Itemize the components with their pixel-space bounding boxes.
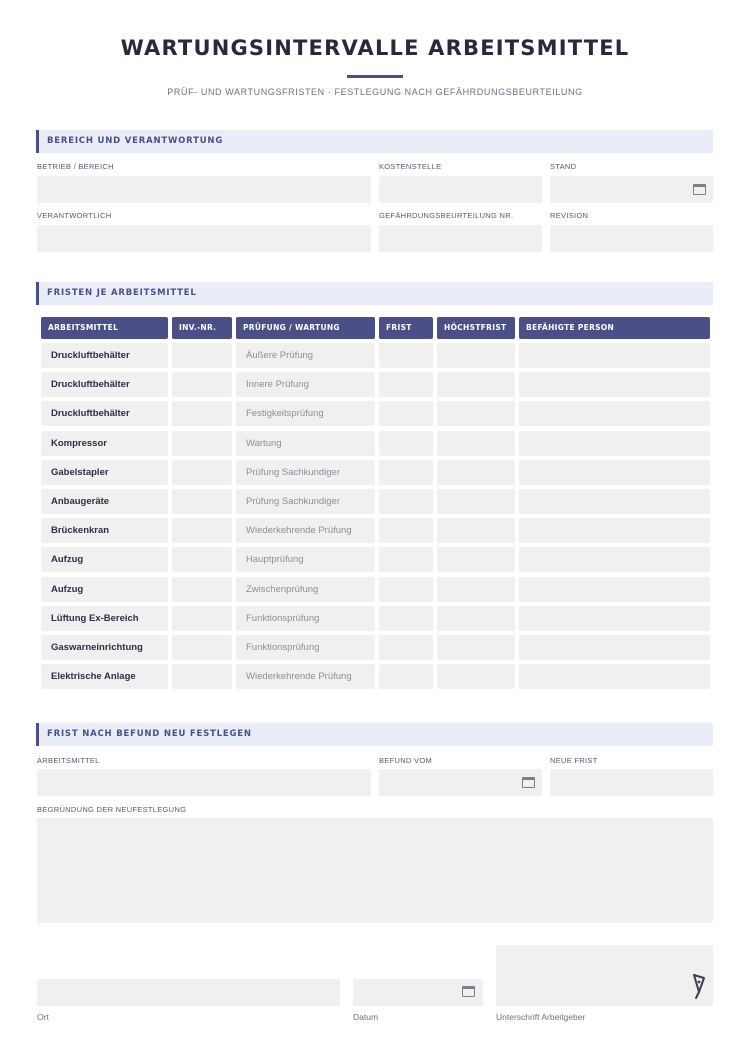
cell-befaehigte-person[interactable]	[519, 431, 710, 456]
cell-hoechstfrist[interactable]	[437, 577, 515, 602]
cell-arbeitsmittel: Aufzug	[41, 577, 168, 602]
cell-inv-nr[interactable]	[172, 635, 232, 660]
title-divider	[347, 75, 403, 78]
stand-date-field[interactable]	[550, 176, 713, 203]
label-datum: Datum	[353, 1012, 379, 1022]
cell-pruefung: Prüfung Sachkundiger	[236, 460, 375, 485]
cell-frist[interactable]	[379, 635, 433, 660]
label-ort: Ort	[37, 1012, 49, 1022]
cell-befaehigte-person[interactable]	[519, 518, 710, 543]
cell-frist[interactable]	[379, 401, 433, 426]
cell-pruefung: Hauptprüfung	[236, 547, 375, 572]
section-heading-befund: FRIST NACH BEFUND NEU FESTLEGEN	[36, 723, 713, 746]
cell-inv-nr[interactable]	[172, 489, 232, 514]
arbeitsmittel-field[interactable]	[37, 769, 371, 796]
cell-inv-nr[interactable]	[172, 460, 232, 485]
cell-pruefung: Prüfung Sachkundiger	[236, 489, 375, 514]
cell-inv-nr[interactable]	[172, 518, 232, 543]
cell-frist[interactable]	[379, 372, 433, 397]
befund-vom-date-field[interactable]	[379, 769, 542, 796]
cell-befaehigte-person[interactable]	[519, 547, 710, 572]
column-header-frist: FRIST	[379, 317, 433, 339]
cell-arbeitsmittel: Gaswarneinrichtung	[41, 635, 168, 660]
cell-arbeitsmittel: Aufzug	[41, 547, 168, 572]
cell-pruefung: Zwischenprüfung	[236, 577, 375, 602]
cell-befaehigte-person[interactable]	[519, 635, 710, 660]
calendar-icon[interactable]	[462, 986, 475, 997]
signature-pen-icon	[691, 972, 707, 1000]
label-arbeitsmittel: ARBEITSMITTEL	[37, 756, 100, 765]
label-neue-frist: NEUE FRIST	[550, 756, 598, 765]
cell-arbeitsmittel: Druckluftbehälter	[41, 401, 168, 426]
cell-inv-nr[interactable]	[172, 431, 232, 456]
label-betrieb: BETRIEB / BEREICH	[37, 162, 114, 171]
kostenstelle-field[interactable]	[379, 176, 542, 203]
cell-hoechstfrist[interactable]	[437, 460, 515, 485]
cell-hoechstfrist[interactable]	[437, 372, 515, 397]
cell-inv-nr[interactable]	[172, 577, 232, 602]
page-subtitle: PRÜF- UND WARTUNGSFRISTEN · FESTLEGUNG NACH GEFÄHRDUNGSBEURTEILUNG	[167, 87, 583, 97]
cell-befaehigte-person[interactable]	[519, 489, 710, 514]
cell-frist[interactable]	[379, 606, 433, 631]
cell-inv-nr[interactable]	[172, 547, 232, 572]
cell-hoechstfrist[interactable]	[437, 431, 515, 456]
cell-pruefung: Funktionsprüfung	[236, 606, 375, 631]
betrieb-field[interactable]	[37, 176, 371, 203]
cell-pruefung: Festigkeitsprüfung	[236, 401, 375, 426]
page-title: WARTUNGSINTERVALLE ARBEITSMITTEL	[120, 36, 630, 60]
cell-befaehigte-person[interactable]	[519, 460, 710, 485]
cell-hoechstfrist[interactable]	[437, 635, 515, 660]
cell-frist[interactable]	[379, 518, 433, 543]
label-unterschrift: Unterschrift Arbeitgeber	[496, 1012, 586, 1022]
cell-befaehigte-person[interactable]	[519, 664, 710, 689]
cell-hoechstfrist[interactable]	[437, 547, 515, 572]
cell-frist[interactable]	[379, 577, 433, 602]
cell-frist[interactable]	[379, 431, 433, 456]
cell-befaehigte-person[interactable]	[519, 372, 710, 397]
column-header-befaehigte-person: BEFÄHIGTE PERSON	[519, 317, 710, 339]
cell-frist[interactable]	[379, 664, 433, 689]
calendar-icon[interactable]	[522, 777, 535, 788]
label-gbu-nr: GEFÄHRDUNGSBEURTEILUNG NR.	[379, 211, 514, 220]
cell-frist[interactable]	[379, 460, 433, 485]
label-verantwortlich: VERANTWORTLICH	[37, 211, 112, 220]
cell-befaehigte-person[interactable]	[519, 343, 710, 368]
cell-pruefung: Wiederkehrende Prüfung	[236, 518, 375, 543]
neue-frist-field[interactable]	[550, 769, 713, 796]
cell-arbeitsmittel: Kompressor	[41, 431, 168, 456]
label-begruendung: BEGRÜNDUNG DER NEUFESTLEGUNG	[37, 805, 187, 814]
cell-hoechstfrist[interactable]	[437, 606, 515, 631]
verantwortlich-field[interactable]	[37, 225, 371, 252]
cell-pruefung: Wartung	[236, 431, 375, 456]
label-revision: REVISION	[550, 211, 589, 220]
cell-inv-nr[interactable]	[172, 372, 232, 397]
ort-field[interactable]	[37, 979, 340, 1006]
cell-arbeitsmittel: Brückenkran	[41, 518, 168, 543]
cell-hoechstfrist[interactable]	[437, 664, 515, 689]
begruendung-textarea[interactable]	[37, 818, 713, 923]
column-header-inv-nr: INV.-NR.	[172, 317, 232, 339]
cell-inv-nr[interactable]	[172, 343, 232, 368]
cell-frist[interactable]	[379, 489, 433, 514]
column-header-arbeitsmittel: ARBEITSMITTEL	[41, 317, 168, 339]
cell-pruefung: Äußere Prüfung	[236, 343, 375, 368]
label-stand: STAND	[550, 162, 577, 171]
cell-pruefung: Innere Prüfung	[236, 372, 375, 397]
revision-field[interactable]	[550, 225, 713, 252]
cell-arbeitsmittel: Anbaugeräte	[41, 489, 168, 514]
cell-hoechstfrist[interactable]	[437, 518, 515, 543]
signature-field[interactable]	[496, 945, 713, 1006]
cell-inv-nr[interactable]	[172, 664, 232, 689]
cell-inv-nr[interactable]	[172, 401, 232, 426]
cell-befaehigte-person[interactable]	[519, 401, 710, 426]
cell-arbeitsmittel: Elektrische Anlage	[41, 664, 168, 689]
cell-hoechstfrist[interactable]	[437, 401, 515, 426]
cell-arbeitsmittel: Druckluftbehälter	[41, 343, 168, 368]
cell-frist[interactable]	[379, 343, 433, 368]
cell-arbeitsmittel: Druckluftbehälter	[41, 372, 168, 397]
calendar-icon[interactable]	[693, 184, 706, 195]
cell-frist[interactable]	[379, 547, 433, 572]
section-heading-bereich: BEREICH UND VERANTWORTUNG	[36, 130, 713, 153]
section-heading-fristen: FRISTEN JE ARBEITSMITTEL	[36, 282, 713, 305]
cell-befaehigte-person[interactable]	[519, 606, 710, 631]
cell-pruefung: Wiederkehrende Prüfung	[236, 664, 375, 689]
cell-hoechstfrist[interactable]	[437, 343, 515, 368]
column-header-pruefung: PRÜFUNG / WARTUNG	[236, 317, 375, 339]
cell-pruefung: Funktionsprüfung	[236, 635, 375, 660]
cell-befaehigte-person[interactable]	[519, 577, 710, 602]
label-kostenstelle: KOSTENSTELLE	[379, 162, 442, 171]
cell-arbeitsmittel: Gabelstapler	[41, 460, 168, 485]
cell-arbeitsmittel: Lüftung Ex-Bereich	[41, 606, 168, 631]
cell-hoechstfrist[interactable]	[437, 489, 515, 514]
label-befund-vom: BEFUND VOM	[379, 756, 433, 765]
gbu-nr-field[interactable]	[379, 225, 542, 252]
column-header-hoechstfrist: HÖCHSTFRIST	[437, 317, 515, 339]
cell-inv-nr[interactable]	[172, 606, 232, 631]
